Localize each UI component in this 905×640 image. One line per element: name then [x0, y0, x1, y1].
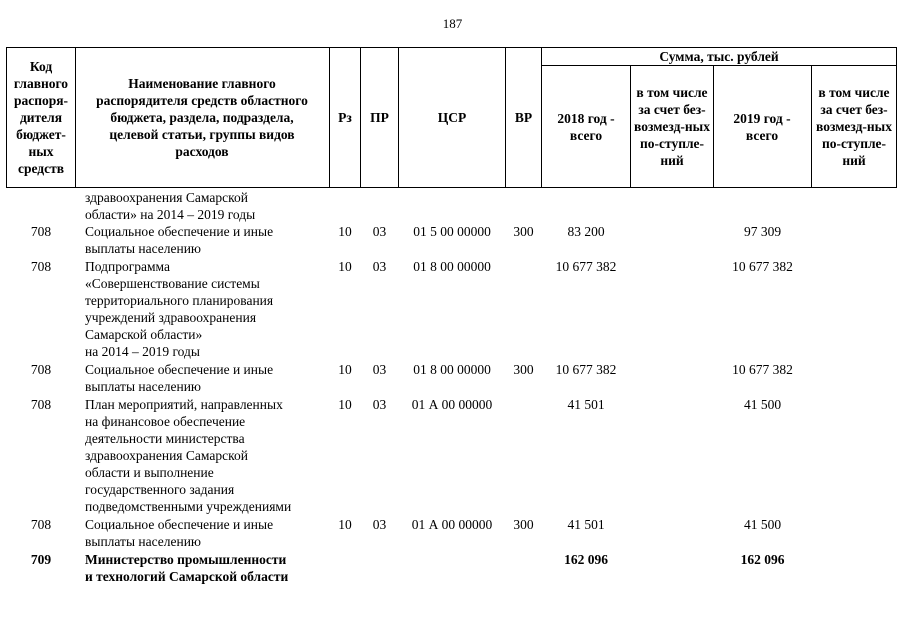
header-code-label: Код главного распоря-дителя бюджет-ных средств: [13, 59, 69, 176]
row-name-line: «Совершенствование системы: [85, 276, 260, 291]
row-name-line: выплаты населению: [85, 379, 202, 394]
header-divider: [811, 65, 812, 188]
row-pr: 03: [372, 259, 387, 274]
header-name: [92, 48, 312, 187]
row-csr: 01 А 00 00000: [411, 397, 493, 412]
row-name-line: Социальное обеспечение и иные: [85, 362, 274, 377]
row-name-line: территориального планирования: [85, 293, 274, 308]
row-pr: 03: [372, 397, 387, 412]
header-2019-free-label: в том числе за счет без-возмезд-ных по-ступле-ний: [816, 85, 892, 168]
header-divider: [75, 47, 76, 188]
row-name-line: Подпрограмма: [85, 259, 170, 274]
row-code: 708: [30, 259, 52, 274]
row-csr: 01 А 00 00000: [411, 517, 493, 532]
row-vr: 300: [513, 517, 534, 532]
header-right-border: [896, 47, 897, 188]
row-2019: 41 500: [743, 397, 782, 412]
header-2018-free: [634, 66, 710, 187]
header-bottom-rule: [6, 187, 897, 188]
row-csr: 01 8 00 00000: [413, 362, 491, 377]
page-number: 187: [442, 16, 463, 31]
row-name-line: подведомственными учреждениями: [85, 499, 292, 514]
header-name-label: Наименование главного распорядителя средств областного бюджета, раздела, подраздела, целевой статьи, группы видов расходов: [96, 76, 308, 159]
header-divider: [630, 65, 631, 188]
row-rz: 10: [338, 259, 352, 274]
header-vr: [506, 48, 541, 187]
header-vr-label: ВР: [514, 110, 533, 125]
header-code: [7, 48, 75, 187]
header-2019-label: 2019 год - всего: [733, 110, 791, 143]
row-csr: 01 8 00 00000: [413, 259, 491, 274]
header-divider: [713, 65, 714, 188]
row-name-line: Министерство промышленности: [85, 552, 287, 567]
row-code: 708: [30, 224, 52, 239]
row-2019: 97 309: [743, 224, 782, 239]
row-2018: 162 096: [564, 552, 608, 567]
row-rz: 10: [338, 517, 352, 532]
header-pr-label: ПР: [370, 110, 389, 125]
row-code: 708: [30, 362, 52, 377]
row-2018: 83 200: [567, 224, 605, 239]
row-rz: 10: [338, 362, 352, 377]
header-rz: [330, 48, 360, 187]
row-2018: 10 677 382: [555, 362, 617, 377]
row-2019: 41 500: [743, 517, 782, 532]
row-name-line: здравоохранения Самарской: [85, 448, 248, 463]
row-2019: 10 677 382: [732, 259, 793, 274]
header-divider: [541, 47, 542, 188]
header-2018-label: 2018 год - всего: [557, 110, 615, 143]
header-csr-label: ЦСР: [437, 110, 467, 125]
header-2018-free-label: в том числе за счет без-возмезд-ных по-ступле-ний: [634, 85, 710, 168]
row-pr: 03: [372, 517, 387, 532]
row-code: 709: [30, 552, 52, 567]
row-2018: 10 677 382: [555, 259, 617, 274]
row-2018: 41 501: [567, 397, 605, 412]
row-name-line: деятельности министерства: [85, 431, 245, 446]
row-pr: 03: [372, 362, 387, 377]
row-name-line: выплаты населению: [85, 534, 202, 549]
row-name-line: на финансовое обеспечение: [85, 414, 246, 429]
row-csr: 01 5 00 00000: [413, 224, 491, 239]
header-2019-free: [815, 66, 893, 187]
row-name-line: Самарской области»: [85, 327, 203, 342]
row-name-line: Социальное обеспечение и иные: [85, 517, 274, 532]
row-name-line: области и выполнение: [85, 465, 214, 480]
header-2018: [550, 66, 622, 187]
header-csr: [399, 48, 505, 187]
header-pr: [361, 48, 398, 187]
row-name-line: и технологий Самарской области: [85, 569, 289, 584]
row-name-line: Социальное обеспечение и иные: [85, 224, 274, 239]
row-name-line: План мероприятий, направленных: [85, 397, 283, 412]
row-rz: 10: [338, 397, 352, 412]
header-sum: [542, 48, 896, 65]
row-2019: 162 096: [740, 552, 785, 567]
row-rz: 10: [338, 224, 352, 239]
row-name-line: государственного задания: [85, 482, 235, 497]
row-name-line: выплаты населению: [85, 241, 202, 256]
row-vr: 300: [513, 362, 534, 377]
row-name-line: на 2014 – 2019 годы: [85, 344, 200, 359]
row-code: 708: [30, 517, 52, 532]
row-name-line: учреждений здравоохранения: [85, 310, 257, 325]
row-2018: 41 501: [567, 517, 605, 532]
header-2019: [722, 66, 802, 187]
row-name-line: области» на 2014 – 2019 годы: [85, 207, 256, 222]
header-sum-label: Сумма, тыс. рублей: [659, 49, 779, 64]
row-name-line: здравоохранения Самарской: [85, 190, 248, 205]
row-vr: 300: [513, 224, 534, 239]
row-pr: 03: [372, 224, 387, 239]
row-code: 708: [30, 397, 52, 412]
row-2019: 10 677 382: [732, 362, 793, 377]
header-rz-label: Рз: [338, 110, 352, 125]
